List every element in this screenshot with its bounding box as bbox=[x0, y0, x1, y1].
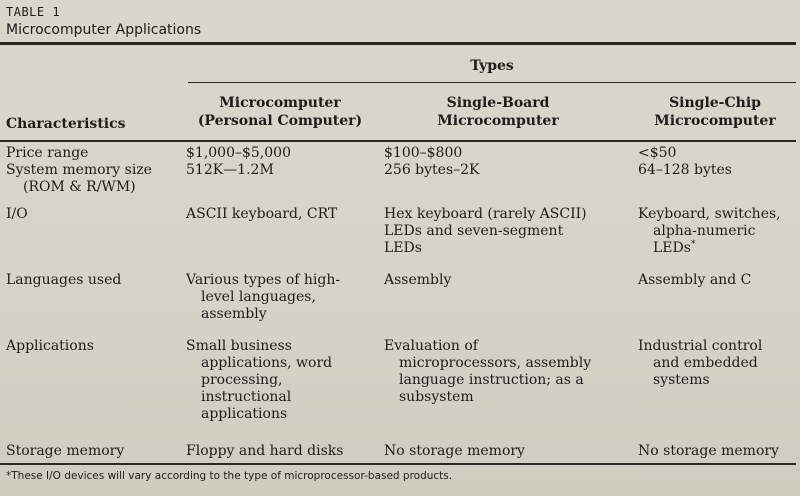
cell-line: alpha-numeric bbox=[653, 223, 756, 239]
cell-chip-price-memory bbox=[638, 145, 732, 179]
cell-board-applications bbox=[384, 338, 591, 406]
cell-line: <$50 bbox=[638, 145, 677, 161]
header-microcomputer-line: (Personal Computer) bbox=[197, 113, 363, 129]
cell-board-storage bbox=[384, 443, 525, 460]
types-rule bbox=[188, 82, 796, 83]
header-single-board-line: Microcomputer bbox=[437, 113, 559, 129]
cell-line: Assembly bbox=[384, 272, 452, 288]
cell-line: $1,000–$5,000 bbox=[186, 145, 291, 161]
header-characteristics: Characteristics bbox=[6, 116, 126, 132]
header-rule bbox=[0, 140, 796, 142]
cell-board-languages bbox=[384, 272, 451, 289]
table-label: TABLE 1 bbox=[6, 5, 61, 19]
row-label-line: Languages used bbox=[6, 272, 122, 288]
cell-line: $100–$800 bbox=[384, 145, 463, 161]
cell-line: 256 bytes–2K bbox=[384, 162, 480, 178]
row-label-line: Applications bbox=[6, 338, 94, 354]
row-label-line: Storage memory bbox=[6, 443, 125, 459]
top-rule bbox=[0, 42, 796, 45]
cell-line: microprocessors, assembly bbox=[399, 355, 592, 371]
cell-line: level languages, bbox=[201, 289, 316, 305]
row-label-line: Price range bbox=[6, 145, 89, 161]
cell-line: LEDs bbox=[653, 240, 691, 256]
row-label-price-memory bbox=[6, 145, 152, 196]
cell-chip-languages bbox=[638, 272, 751, 289]
cell-line: assembly bbox=[201, 306, 267, 322]
row-label-applications bbox=[6, 338, 94, 355]
cell-line: No storage memory bbox=[384, 443, 525, 459]
cell-micro-languages bbox=[186, 272, 340, 323]
cell-line: Assembly and C bbox=[638, 272, 752, 288]
cell-line: Various types of high- bbox=[186, 272, 341, 288]
cell-line: systems bbox=[653, 372, 710, 388]
bottom-rule bbox=[0, 463, 796, 465]
cell-line: 512K—1.2M bbox=[186, 162, 274, 178]
cell-line: No storage memory bbox=[638, 443, 779, 459]
table-title: Microcomputer Applications bbox=[6, 22, 202, 38]
cell-micro-io bbox=[186, 206, 337, 223]
cell-line: 64–128 bytes bbox=[638, 162, 732, 178]
header-single-chip bbox=[632, 94, 798, 130]
cell-line: language instruction; as a bbox=[399, 372, 584, 388]
row-label-line: (ROM & R/WM) bbox=[23, 179, 136, 195]
row-label-languages bbox=[6, 272, 121, 289]
header-microcomputer-line: Microcomputer bbox=[219, 95, 341, 111]
cell-chip-io bbox=[638, 206, 781, 257]
header-single-board-line: Single-Board bbox=[446, 95, 550, 111]
footnote-marker: * bbox=[690, 239, 696, 250]
cell-micro-price-memory bbox=[186, 145, 291, 179]
cell-line: Small business bbox=[186, 338, 292, 354]
cell-line: subsystem bbox=[399, 389, 474, 405]
cell-line: Hex keyboard (rarely ASCII) bbox=[384, 206, 587, 222]
cell-line: Industrial control bbox=[638, 338, 763, 354]
cell-line: processing, bbox=[201, 372, 283, 388]
cell-micro-applications bbox=[186, 338, 332, 423]
cell-line: Floppy and hard disks bbox=[186, 443, 344, 459]
cell-chip-applications bbox=[638, 338, 762, 389]
row-label-line: I/O bbox=[6, 206, 28, 222]
cell-line: ASCII keyboard, CRT bbox=[186, 206, 338, 222]
header-single-chip-line: Microcomputer bbox=[654, 113, 776, 129]
cell-line: and embedded bbox=[653, 355, 758, 371]
table-footnote: *These I/O devices will vary according to the type of microprocessor-based products. bbox=[6, 470, 453, 482]
cell-line: instructional bbox=[201, 389, 292, 405]
cell-line: LEDs bbox=[384, 240, 422, 256]
header-single-chip-line: Single-Chip bbox=[669, 95, 761, 111]
row-label-io bbox=[6, 206, 28, 223]
types-heading: Types bbox=[470, 58, 514, 74]
cell-line: applications, word bbox=[201, 355, 333, 371]
header-single-board bbox=[393, 94, 603, 130]
cell-board-price-memory bbox=[384, 145, 480, 179]
header-microcomputer bbox=[185, 94, 375, 130]
row-label-line: System memory size bbox=[6, 162, 152, 178]
row-label-storage bbox=[6, 443, 124, 460]
cell-line: Keyboard, switches, bbox=[638, 206, 781, 222]
cell-micro-storage bbox=[186, 443, 343, 460]
cell-line: LEDs and seven-segment bbox=[384, 223, 564, 239]
cell-line: Evaluation of bbox=[384, 338, 478, 354]
cell-chip-storage bbox=[638, 443, 779, 460]
cell-line: applications bbox=[201, 406, 288, 422]
cell-board-io bbox=[384, 206, 587, 257]
